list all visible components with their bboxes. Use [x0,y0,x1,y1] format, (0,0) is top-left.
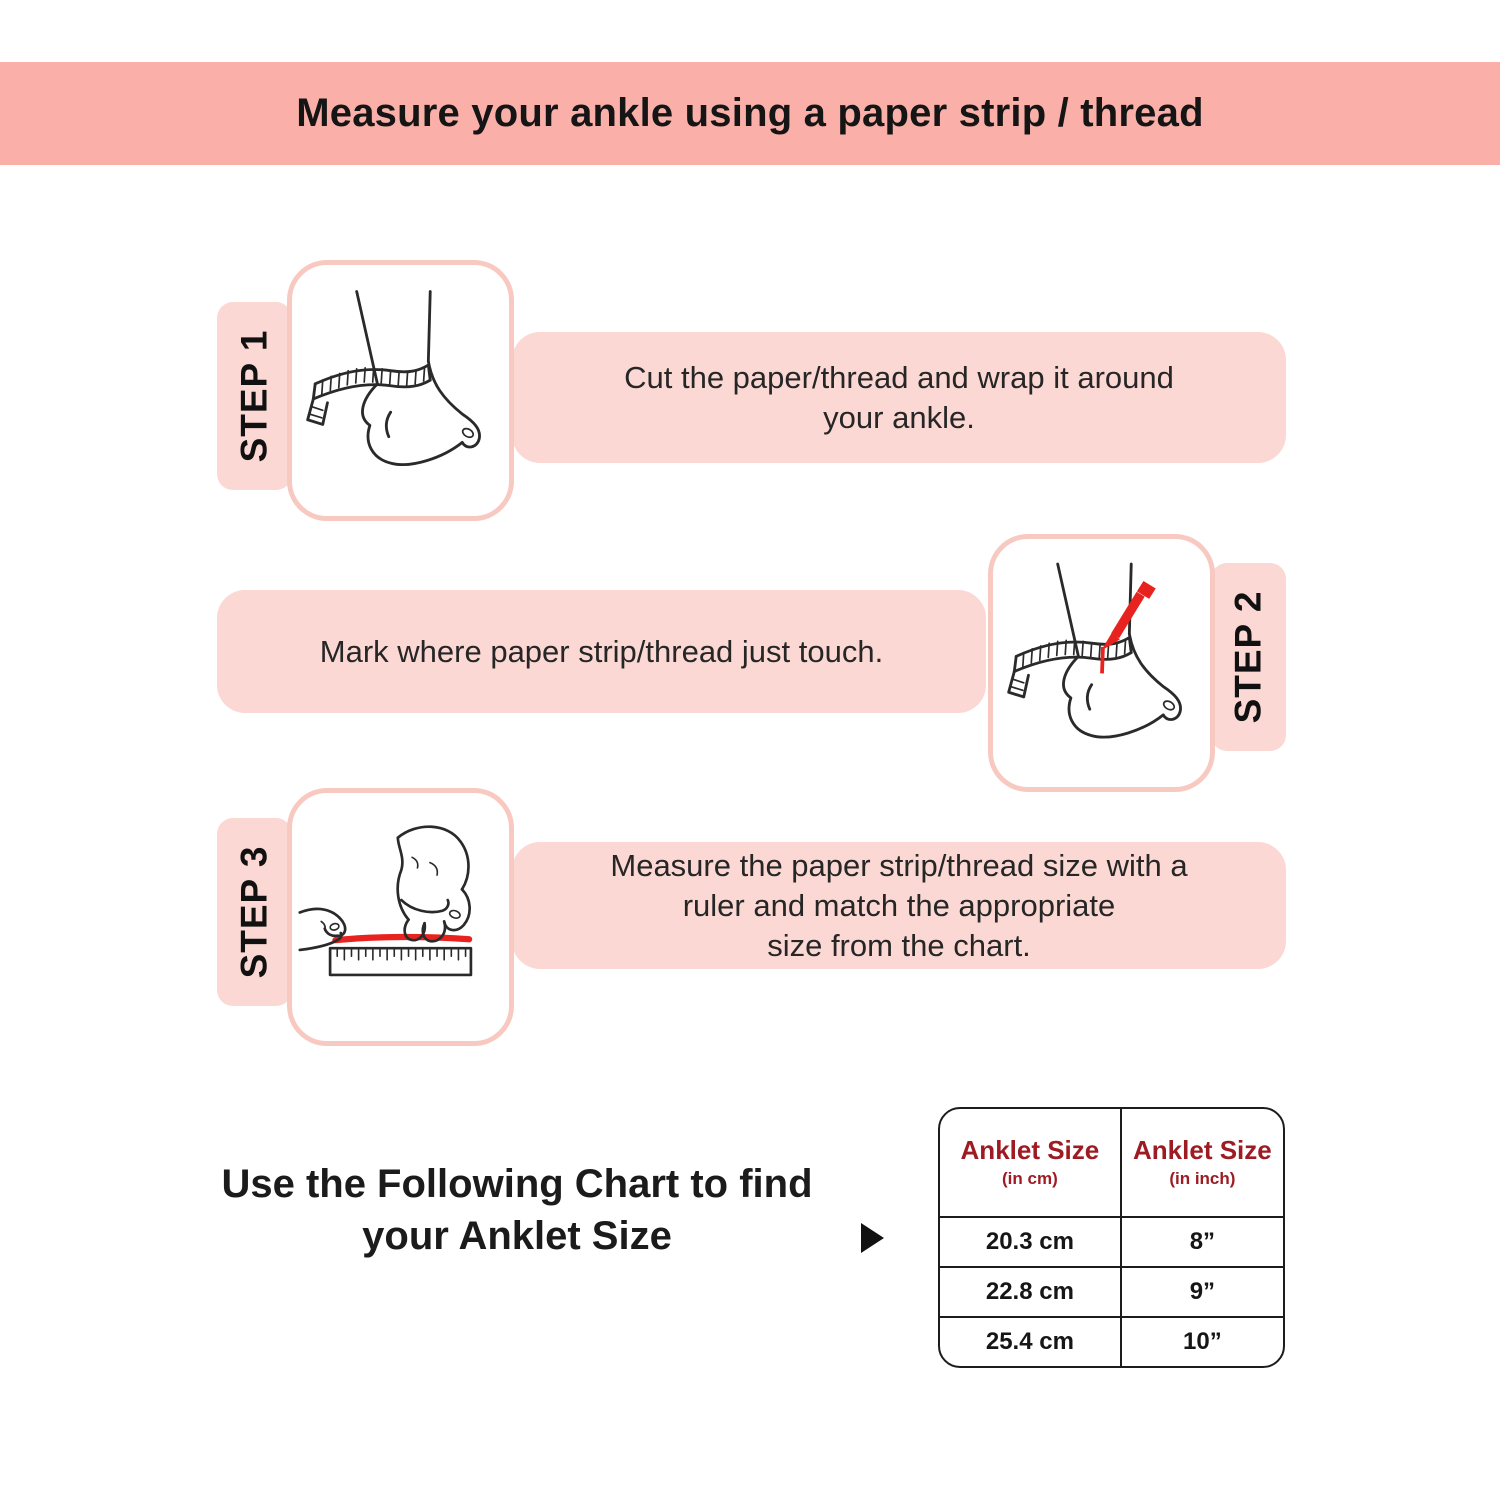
foot-with-measuring-tape-icon [302,278,500,503]
step3-text-box [512,842,1286,969]
prompt-line: Use the Following Chart to find [221,1162,813,1206]
header-subtitle: (in cm) [1002,1169,1058,1188]
right-triangle-arrow-icon [861,1223,884,1253]
step1-icon-card [287,260,514,521]
table-cell-inch: 10” [1122,1316,1283,1366]
table-header-inch [1122,1109,1283,1216]
step1-text-box [512,332,1286,463]
step3-icon-card [287,788,514,1046]
table-cell-cm: 25.4 cm [940,1316,1122,1366]
step2-icon-card [988,534,1215,792]
page-title: Measure your ankle using a paper strip / thread [296,91,1204,135]
table-cell-inch: 9” [1122,1266,1283,1316]
table-cell-inch: 8” [1122,1216,1283,1266]
header-title: Anklet Size [1133,1135,1272,1165]
step1-text-line: Cut the paper/thread and wrap it around [624,359,1174,395]
size-chart-prompt [217,1158,817,1262]
hand-ruler-red-thread-icon [298,806,503,1028]
step3-text-line: Measure the paper strip/thread size with a [610,847,1188,883]
table-header-cm [940,1109,1122,1216]
step3-tab [217,818,292,1006]
step1-label: STEP 1 [233,329,275,463]
step2-text-box [217,590,986,713]
step2-label: STEP 2 [1227,590,1269,724]
prompt-line: your Anklet Size [362,1214,672,1258]
table-cell-cm: 22.8 cm [940,1266,1122,1316]
step3-text-line: size from the chart. [767,927,1031,963]
header-subtitle: (in inch) [1169,1169,1236,1188]
step3-text-line: ruler and match the appropriate [682,887,1116,923]
table-cell-cm: 20.3 cm [940,1216,1122,1266]
step2-text-line: Mark where paper strip/thread just touch. [319,633,884,669]
step2-tab [1211,563,1286,751]
step1-tab [217,302,292,490]
step3-label: STEP 3 [233,845,275,979]
title-banner [0,62,1500,165]
header-title: Anklet Size [960,1135,1100,1165]
foot-tape-red-pencil-mark-icon [1003,552,1201,774]
anklet-size-table [938,1107,1285,1368]
step1-text-line: your ankle. [823,399,975,435]
